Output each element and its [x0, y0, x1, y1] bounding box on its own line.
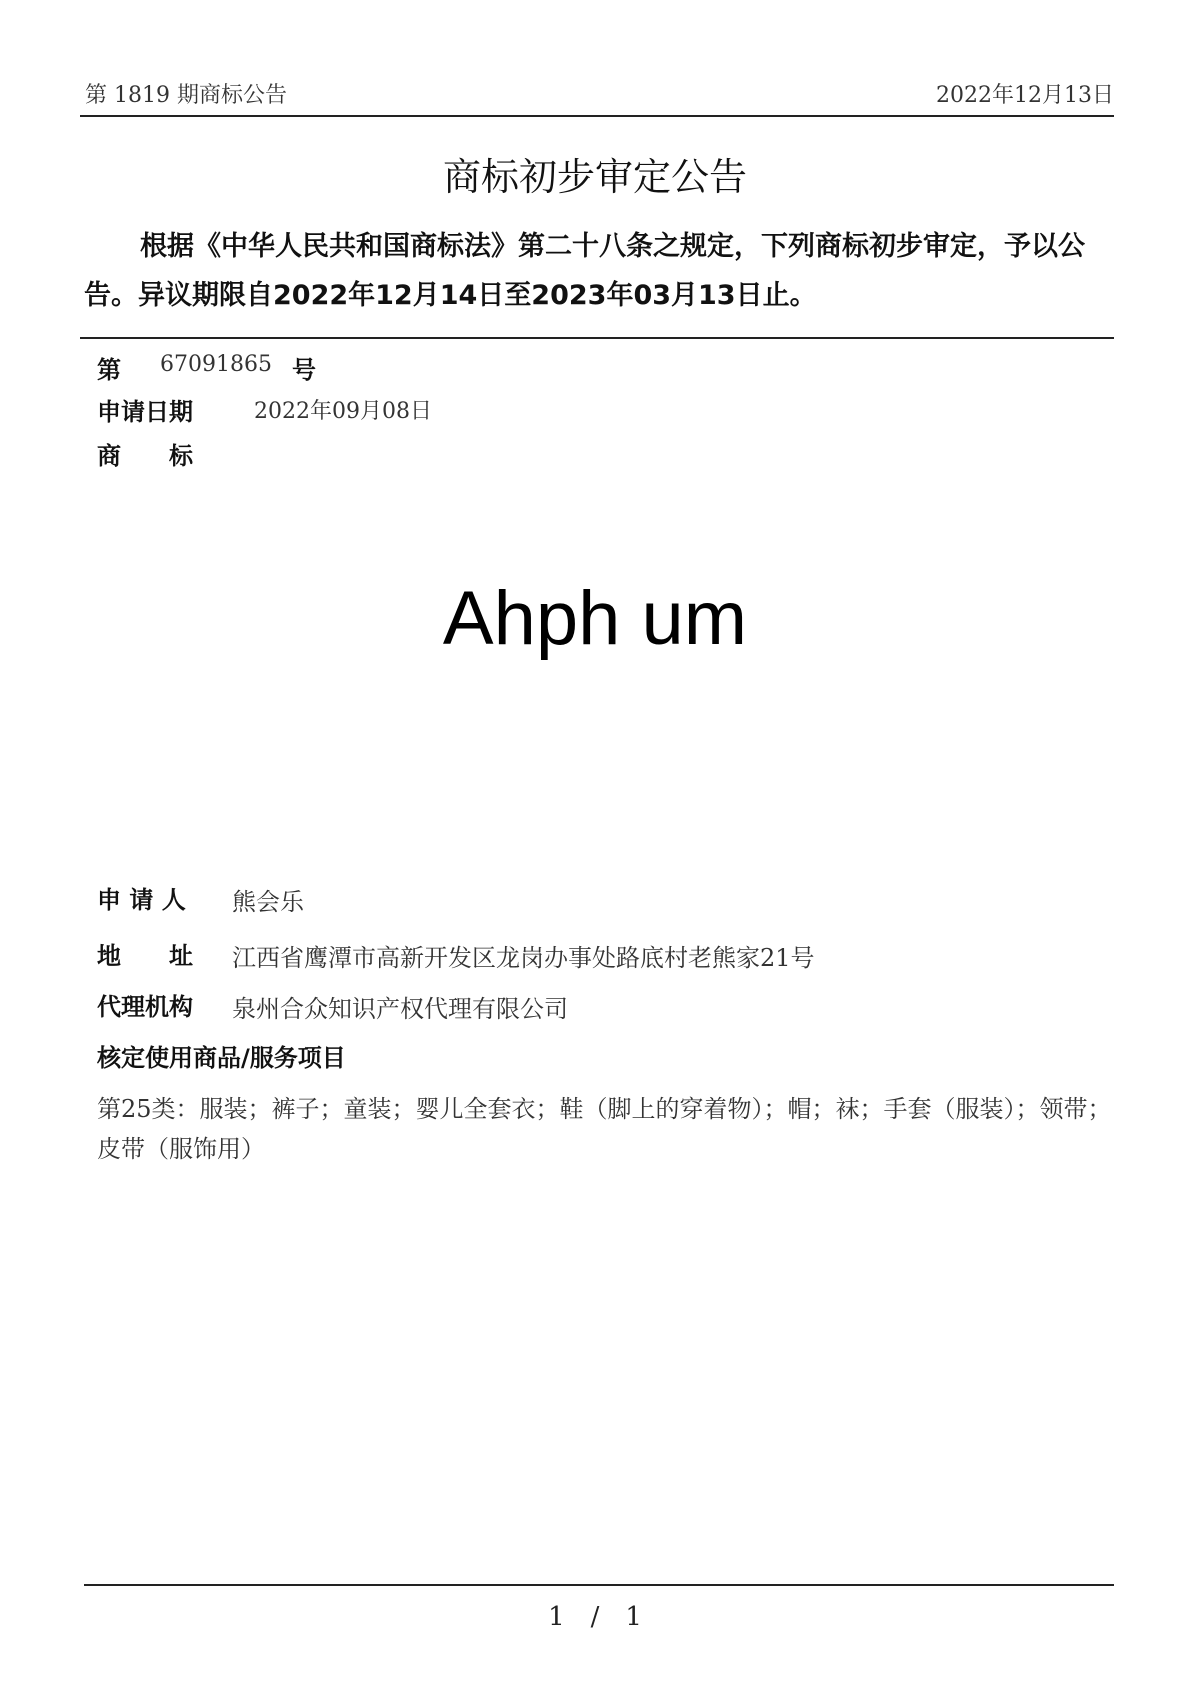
page-title: 商标初步审定公告 — [442, 155, 747, 199]
agent-label: 代理机构 — [97, 993, 193, 1021]
applicant-label: 申 请 人 — [97, 886, 186, 914]
trademark-image: Ahph um — [442, 576, 748, 661]
applicant-name: 熊会乐 — [232, 888, 304, 916]
publication-date: 2022年12月13日 — [936, 83, 1114, 108]
goods-list: 第25类：服装；裤子；童装；婴儿全套衣；鞋（脚上的穿着物）；帽；袜；手套（服装）；领带；皮带（服饰用） — [97, 1095, 1112, 1163]
goods-label: 核定使用商品/服务项目 — [97, 1044, 346, 1072]
trademark-label: 商 标 — [97, 442, 193, 470]
section-divider — [80, 337, 1114, 339]
issue-number: 第 1819 期商标公告 — [85, 83, 287, 108]
intro-paragraph: 根据《中华人民共和国商标法》第二十八条之规定，下列商标初步审定，予以公告。异议期限自2022年12月14日至2023年03月13日止。 — [84, 231, 1085, 311]
applicant-address: 江西省鹰潭市高新开发区龙岗办事处路底村老熊家21号 — [232, 944, 815, 972]
number-prefix: 第 — [97, 356, 121, 384]
header-divider — [80, 115, 1114, 117]
footer-divider — [84, 1584, 1114, 1586]
page-number: 1 / 1 — [548, 1602, 642, 1632]
address-label: 地 址 — [97, 942, 193, 970]
application-date-label: 申请日期 — [97, 398, 193, 426]
number-suffix: 号 — [292, 356, 316, 384]
registration-number: 67091865 — [160, 352, 272, 377]
agent-name: 泉州合众知识产权代理有限公司 — [232, 995, 568, 1023]
application-date: 2022年09月08日 — [254, 399, 432, 424]
